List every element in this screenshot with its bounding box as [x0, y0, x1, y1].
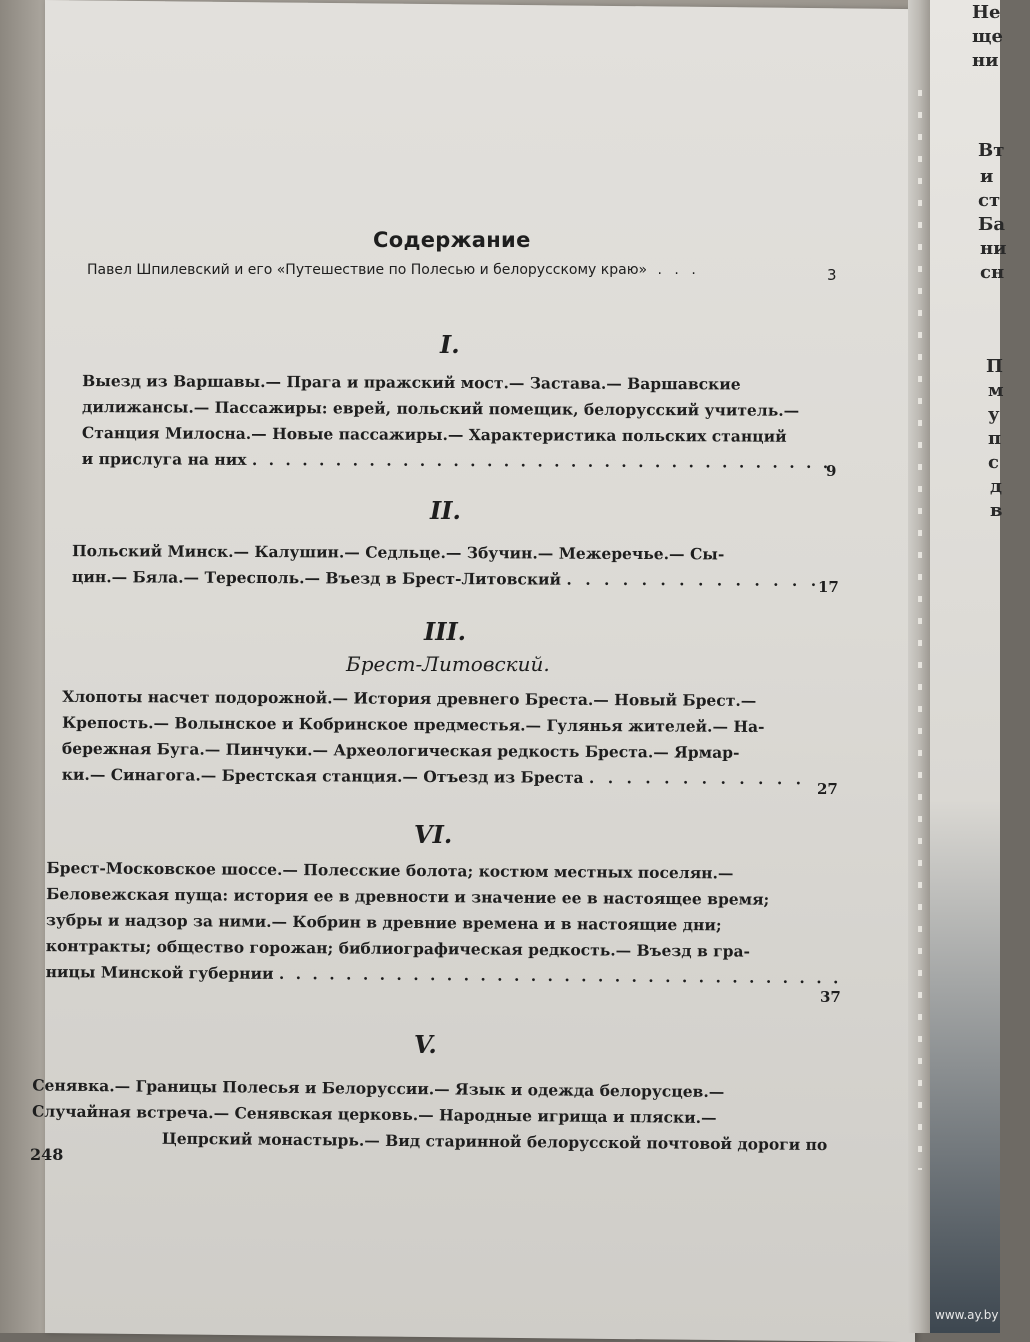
toc-leader-dots: . . .	[657, 262, 700, 278]
toc-leader-dots: . . . . . . . . . . . .	[588, 767, 806, 789]
adjacent-fragment: Ба	[978, 214, 1006, 235]
toc-entry	[61, 684, 806, 793]
toc-page-number: 9	[826, 462, 837, 480]
adjacent-fragment: в	[990, 500, 1003, 521]
toc-intro-entry	[87, 262, 847, 284]
toc-page-number: 27	[817, 780, 838, 798]
section-number: III.	[424, 617, 467, 646]
adjacent-fragment: м	[988, 380, 1004, 401]
toc-intro-text: Павел Шпилевский и его «Путешествие по Полесью и белорусскому краю»	[87, 262, 648, 278]
toc-entry-line	[45, 959, 842, 991]
toc-entry	[81, 368, 832, 476]
toc-entry-line: Сенявка.— Границы Полесья и Белоруссии.— Язык и одежда белорусцев.—	[32, 1075, 725, 1102]
adjacent-fragment: Не	[972, 2, 1001, 23]
toc-leader-dots: . . . . . . . . . . . . . . . . . . . . . . . . . . . . . . . . . .	[278, 963, 842, 988]
adjacent-fragment: д	[990, 476, 1002, 497]
adjacent-fragment: ст	[978, 190, 1001, 211]
adjacent-fragment: у	[988, 404, 1000, 425]
adjacent-fragment: с	[988, 452, 999, 473]
toc-entry-line: Беловежская пуща: история ее в древности и значение ее в настоящее время;	[46, 884, 770, 909]
toc-entry-text: ки.— Синагога.— Брестская станция.— Отъезд из Бреста	[61, 764, 584, 787]
toc-entry-line	[61, 762, 806, 793]
adjacent-fragment: п	[988, 428, 1002, 449]
adjacent-fragment: ни	[972, 50, 999, 71]
toc-entry-line: Брест-Московское шоссе.— Полесские болота; костюм местных поселян.—	[46, 858, 734, 883]
page-title: Содержание	[373, 228, 531, 252]
section-number: VI.	[414, 820, 453, 849]
toc-entry-text: цин.— Бяла.— Тересполь.— Въезд в Брест-Литовский	[71, 567, 562, 589]
adjacent-fragment: и	[980, 166, 994, 187]
toc-entry-line	[81, 446, 832, 476]
toc-entry-line: Крепость.— Волынское и Кобринское предместья.— Гулянья жителей.— На-	[62, 712, 765, 737]
toc-entry-line: зубры и надзор за ними.— Кобрин в древние времена и в настоящие дни;	[45, 910, 722, 935]
toc-entry-line: Цепрский монастырь.— Вид старинной белорусской почтовой дороги по	[161, 1128, 828, 1155]
toc-leader-dots: . . . . . . . . . . . . . . . . . . . . . . . . . . . . . . . . . . .	[251, 449, 832, 472]
adjacent-fragment: ни	[980, 238, 1007, 259]
page-folio-number: 248	[30, 1145, 64, 1164]
toc-entry	[45, 855, 842, 991]
toc-page-number: 3	[827, 266, 837, 284]
toc-page-number: 17	[818, 578, 839, 596]
section-number: I.	[440, 330, 460, 359]
toc-page-number: 37	[820, 988, 841, 1006]
toc-leader-dots: . . . . . . . . . . . . . .	[566, 569, 821, 590]
section-subtitle: Брест-Литовский.	[346, 652, 550, 676]
toc-entry-line	[71, 564, 821, 594]
toc-entry-line: контракты; общество горожан; библиографическая редкость.— Въезд в гра-	[45, 936, 751, 961]
watermark: www.ay.by	[935, 1308, 999, 1322]
adjacent-fragment: П	[986, 356, 1003, 377]
section-number: II.	[430, 496, 461, 525]
adjacent-fragment: сн	[980, 262, 1005, 283]
section-number: V.	[414, 1030, 437, 1059]
toc-entry-text: и прислуга на них	[81, 449, 247, 469]
toc-entry-line: бережная Буга.— Пинчуки.— Археологическая редкость Бреста.— Ярмар-	[61, 738, 740, 762]
adjacent-fragment: Вт	[978, 140, 1005, 161]
toc-entry-text: ницы Минской губернии	[45, 962, 274, 983]
adjacent-fragment: ще	[972, 26, 1003, 47]
toc-entry-line: Случайная встреча.— Сенявская церковь.— Народные игрища и пляски.—	[31, 1101, 717, 1128]
toc-entry-line: дилижансы.— Пассажиры: еврей, польский помещик, белорусский учитель.—	[82, 397, 800, 420]
toc-entry	[31, 1072, 828, 1157]
toc-entry-line: Хлопоты насчет подорожной.— История древнего Бреста.— Новый Брест.—	[62, 686, 757, 710]
toc-entry-line: Станция Милосна.— Новые пассажиры.— Характеристика польских станций	[81, 423, 787, 446]
toc-entry-line: Выезд из Варшавы.— Прага и пражский мост.— Застава.— Варшавские	[82, 371, 741, 394]
toc-entry-line: Польский Минск.— Калушин.— Седльце.— Збучин.— Межеречье.— Сы-	[72, 541, 725, 564]
toc-entry	[71, 538, 821, 594]
